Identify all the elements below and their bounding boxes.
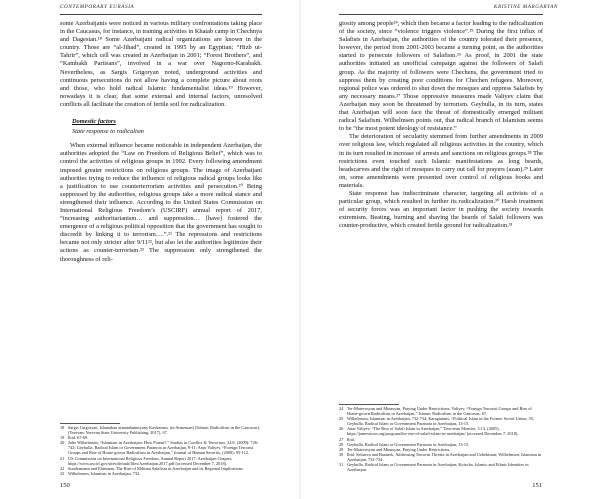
- footnote: 23 Wilhelmsen, Islamism in Azerbaijan, 732.: [60, 470, 141, 476]
- right-paragraph-2: The deterioration of secularity stemmed from further amendments in 2009 over religious law, which regulated all religious activities in the country, which in its turn resulted in increase of arrests and sanctions on religious groups.²⁸ The restrictions even touched such Islamic manifestations as long beards, headscarves and the right of mosques to carry out call for prayers (azan).²⁹ Later on, some amendments were presented over control of religious books and materials.: [339, 133, 543, 189]
- footnote: 24 Ter-Matevosyan and Minasyan, Praying Under Restrictions; Valiyev, “Foreign Terrorist Groups and Rise of Home-grown Radicalism in Azerbaijan,” Islamic Radicalism in the Caucasus, 67.: [339, 406, 532, 417]
- right-footnotes: [339, 406, 543, 472]
- header-rule-right: [339, 14, 543, 15]
- right-paragraph-1: giosity among people²⁴, which then became a factor leading to the radicalization of the society, since “violence triggers violence”.²⁵ During the first influx of Salafists in Azerbaijan, the authorities of the country tolerated their presence, however, the period from 2001-2003 became a turning point, as the authorities started to persecute followers of Salafism.²⁶ As proof, in 2001 the state authorities initiated an unofficial campaign against the followers of Salafi group. As the majority of followers were Chechens, the government tried to suppress them by creating poor conditions for Chechen refugees. Moreover, regional police was ordered to shut down the mosques and oppress Salafists by any necessary means.²⁷ Those oppressive measures made Valiyev claim that Azerbaijan may soon be threatened by terrorism. Geybulla, in its turn, states that Azerbaijan will soon face the threat of domestically emerged militant radical Salafism. Wilhelmsen points out, that radical branch of Islamism seems to be “the most potent ideology of resistance.”: [339, 20, 543, 133]
- footnote: 28 Geybulla, Radical Islam or Government Paranoia in Azerbaijan, 13-15.: [339, 441, 470, 447]
- running-head-left: CONTEMPORARY EURASIA: [60, 4, 135, 10]
- footnote: 20 Julie Wilhelmsen, “Islamism in Azerbaijan: How Potent?,” Studies in Conflict & Terrorism, 32:8, (2009): 726-742; Geybulla, Radical Islam or Government Paranoia in Azerbaijan, 9-11; Anar Valiyev, “Foreign Terrorist Groups and Rise of Home-grown Radicalism in Azerbaijan,” Journal of Human Security, (2008): 95-112.: [60, 440, 259, 456]
- footnote-rule-left: [60, 423, 120, 424]
- footnote: 30 Ibid. Seliaeva and Baranek, Addressing Terrorist Threats in Azerbaijan and Uzbekistan; Wilhelmsen, Islamism in Azerbaijan, 732-734.: [339, 451, 542, 462]
- footnote: 26 Anar Valiyev, “The Rise of Salafi Islam in Azerbaijan,” Terrorism Monitor, 3:13, (2005), https://jamestown.org/program/the-rise-of-salafi-islam-in-azerbaijan/ (accessed December 7, 2018).: [339, 426, 519, 437]
- right-page: [301, 0, 600, 499]
- footnote: 22 Sondermann and Ehrmann, The Rise of Militant Salafism in Azerbaijan and its Regional Implications.: [60, 465, 244, 471]
- left-footnotes: [60, 425, 262, 476]
- footnote: 29 Ter-Matevosyan and Minasyan, Praying Under Restrictions.: [339, 446, 451, 452]
- section-subheading: State response to radicalism: [72, 128, 144, 136]
- header-rule-left: [60, 14, 262, 15]
- right-body-text: [339, 20, 543, 230]
- footnote: 31 Geybulla, Radical Islam or Government Paranoia in Azerbaijan; Kotecha, Islamic and Ethnic Identities in Azerbaijan.: [339, 462, 529, 473]
- footnote: 21 US Commission on International Religious Freedom, Annual Report 2017: Azerbaijan Chapter, https://www.uscirf.gov/sites/default/files/Azerbaijan.2017.pdf (accessed December 7, 2018).: [60, 455, 233, 466]
- section-heading: Domestic factors: [72, 118, 116, 126]
- footnote: 27 Ibid.: [339, 436, 355, 442]
- left-paragraph-2: When external influence became noticeable in independent Azerbaijan, the authorities adopted the “Law on Freedom of Religious Belief”, which was to control the activities of religious groups in 1992. Every following amendment imposed greater restrictions on religious groups. The image of Azerbaijani authorities trying to reduce the influence of religious radical groups looks like a justification to use counterterrorism activities and persecution.²⁰ Being suppressed by the authorities, religious groups take a more radical stance and strengthened their influence. According to the United States Commission on International Religious Freedom’s (USCIRF) annual report of 2017, “increasing authoritarianism… and suppression… [have] fostered the emergence of a religious political opposition that the government has sought to discredit by linking it to terrorism….”.²¹ The repressions and restrictions became not only stricter after 9/11²², but also let the authorities legitimize their actions as counter-terrorism.²³ The suppression only strengthened the thoroughness of reli-: [60, 142, 262, 263]
- footnote: 25 Wilhelmsen, Islamism in Azerbaijan, 732-734; Karagiannis, “Political Islam in the Former Soviet Union, 55; Geybulla, Radical Islam or Government Paranoia in Azerbaijan, 13-15.: [339, 416, 535, 427]
- footnote-rule-right: [339, 404, 399, 405]
- page-number-left: 150: [60, 482, 70, 489]
- left-paragraph-1: some Azerbaijanis were noticed in various military confrontations taking place in the Caucasus, for instance, in training activities in Khatab camp in Chechnya and Dagestan.¹⁸ Some Azerbaijani radical organizations are known in the country. Those are “al-Jihad”, created in 1995 by an Egyptian; “Hizb ut-Tahrir”, which cell was created in Azerbaijan in 2001; “Forest Brothers”, and “Kambakh Partisans”, involved in a war over Nagorno-Karabakh. Nevertheless, as Sargis Grigoryan noted, underground activities and continuous persecutions do not allow having a complete picture about roots and those, who hold radical Islamic fundamentalist ideas.¹⁹ However, nowadays it is clear, that some external and internal factors, unresolved conflicts all facilitate the creation of fertile soil for radicalization.: [60, 20, 262, 108]
- footnote: 19 Ibid. 67-69.: [60, 435, 89, 441]
- right-paragraph-3: State response has indiscriminate character, targeting all activists of a particular group, which resulted in further its radicalization.³⁰ Harsh treatment of security forces was an important factor in pushing the society towards extremism. Beating, burning and shaving the beards of Salafi followers was counter-productive, which created fertile ground for radicalization.³¹: [339, 189, 543, 230]
- left-body-text: [60, 20, 262, 264]
- running-head-right: KRISTINE MARGARYAN: [493, 4, 558, 10]
- page-number-right: 151: [532, 482, 542, 489]
- left-page: [0, 0, 299, 499]
- footnote: 18 Sargis Grigoryan, Islamakan armatakanutyuny Kavkasum, (in Armenian) [Islamic Radicalism in the Caucasus], (Yerevan: Yerevan State University Publishing, 2017), 67.: [60, 425, 261, 436]
